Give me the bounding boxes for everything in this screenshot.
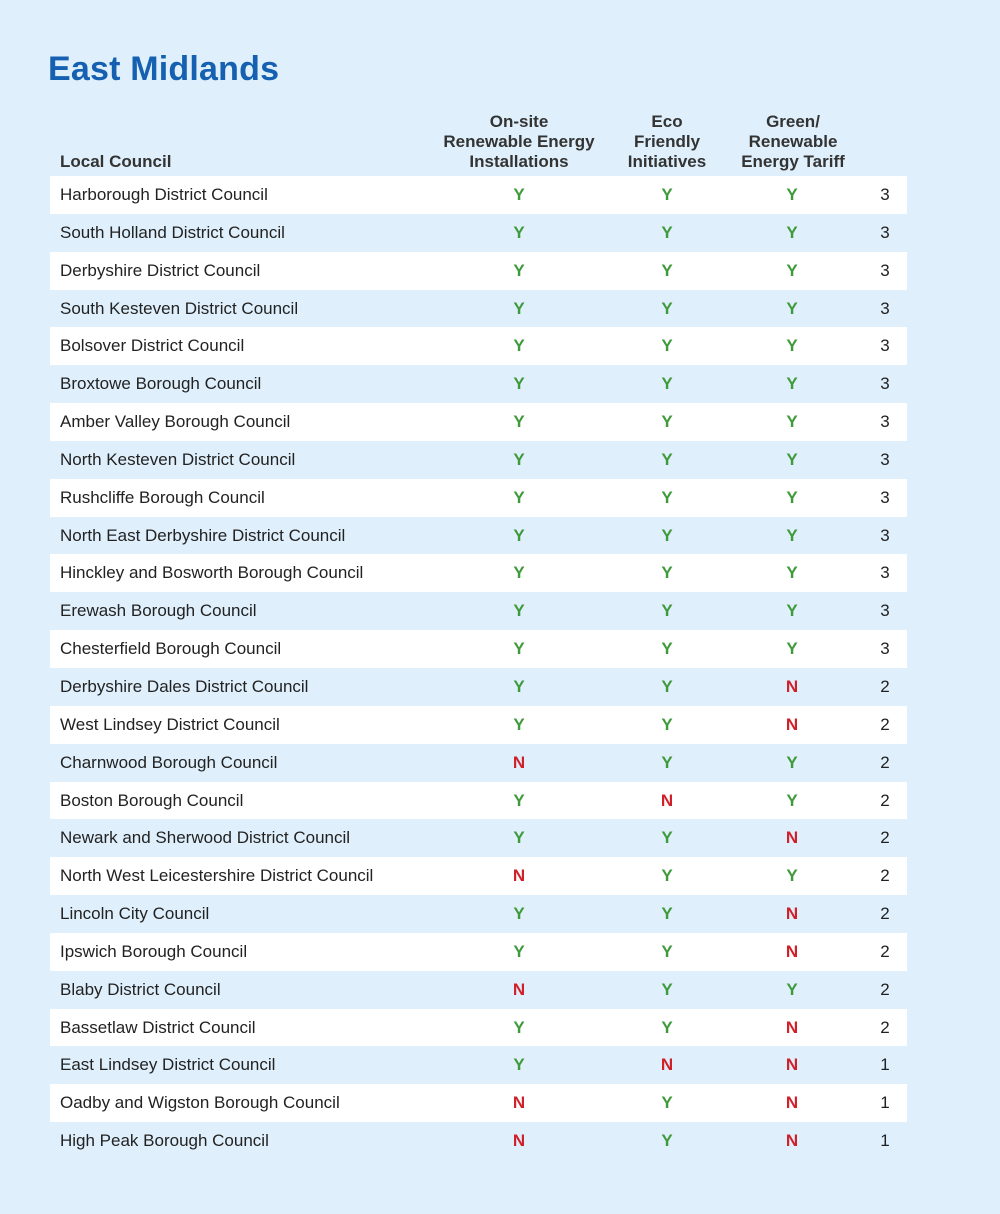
eco-friendly-value: Y [661, 979, 673, 999]
green-tariff-value: Y [786, 866, 798, 886]
table-header [50, 106, 907, 176]
onsite-renewable-value: Y [513, 639, 525, 659]
score-value: 1 [880, 1131, 890, 1151]
score-value: 3 [880, 525, 890, 545]
header-local-council: Local Council [60, 152, 172, 171]
table-row [50, 782, 907, 820]
score-value: 3 [880, 185, 890, 204]
green-tariff-value: N [785, 941, 799, 961]
table-row [50, 895, 907, 933]
green-tariff-value: N [785, 1055, 799, 1075]
table-row [50, 554, 907, 592]
score-value: 2 [880, 1017, 890, 1037]
eco-friendly-value: Y [661, 449, 673, 469]
table-row [50, 1046, 907, 1084]
onsite-renewable-value: Y [513, 904, 525, 924]
green-tariff-value: Y [786, 374, 798, 394]
onsite-renewable-value: Y [513, 525, 525, 545]
onsite-renewable-value: Y [513, 941, 525, 961]
green-tariff-value: Y [786, 752, 798, 772]
council-name: North East Derbyshire District Council [60, 525, 346, 545]
onsite-renewable-value: Y [513, 336, 525, 356]
onsite-renewable-value: Y [513, 298, 525, 318]
table-row [50, 630, 907, 668]
table-row [50, 290, 907, 328]
score-value: 2 [880, 676, 890, 696]
green-tariff-value: N [785, 1093, 799, 1113]
onsite-renewable-value: Y [513, 412, 525, 432]
eco-friendly-value: Y [661, 639, 673, 659]
council-name: Erewash Borough Council [60, 601, 257, 621]
council-name: East Lindsey District Council [60, 1055, 276, 1075]
council-name: Rushcliffe Borough Council [60, 487, 265, 507]
onsite-renewable-value: Y [513, 374, 525, 394]
green-tariff-value: Y [786, 412, 798, 432]
council-table [50, 106, 907, 1160]
table-row [50, 857, 907, 895]
council-name: Charnwood Borough Council [60, 752, 278, 772]
green-tariff-value: N [785, 1017, 799, 1037]
table-row [50, 441, 907, 479]
score-value: 3 [880, 222, 890, 242]
council-name: Harborough District Council [60, 185, 268, 204]
score-value: 2 [880, 866, 890, 886]
onsite-renewable-value: N [512, 979, 526, 999]
council-name: South Kesteven District Council [60, 298, 299, 318]
council-name: Blaby District Council [60, 979, 221, 999]
table-row [50, 365, 907, 403]
table-row [50, 479, 907, 517]
table-row [50, 176, 907, 214]
score-value: 3 [880, 449, 890, 469]
score-value: 1 [880, 1055, 890, 1075]
onsite-renewable-value: Y [513, 714, 525, 734]
score-value: 2 [880, 714, 890, 734]
green-tariff-value: Y [786, 790, 798, 810]
eco-friendly-value: Y [661, 487, 673, 507]
green-tariff-value: N [785, 714, 799, 734]
score-value: 2 [880, 790, 890, 810]
eco-friendly-value: Y [661, 1093, 673, 1113]
onsite-renewable-value: Y [513, 260, 525, 280]
eco-friendly-value: Y [661, 752, 673, 772]
eco-friendly-value: Y [661, 374, 673, 394]
eco-friendly-value: Y [661, 185, 673, 204]
onsite-renewable-value: Y [513, 1017, 525, 1037]
table-row [50, 403, 907, 441]
table-row [50, 1009, 907, 1047]
onsite-renewable-value: Y [513, 222, 525, 242]
council-name: Boston Borough Council [60, 790, 244, 810]
eco-friendly-value: N [660, 1055, 674, 1075]
score-value: 3 [880, 601, 890, 621]
onsite-renewable-value: N [512, 1093, 526, 1113]
green-tariff-value: Y [786, 260, 798, 280]
council-name: High Peak Borough Council [60, 1131, 269, 1151]
eco-friendly-value: Y [661, 904, 673, 924]
council-name: Hinckley and Bosworth Borough Council [60, 563, 364, 583]
green-tariff-value: Y [786, 222, 798, 242]
table-row [50, 517, 907, 555]
table-row [50, 592, 907, 630]
green-tariff-value: Y [786, 336, 798, 356]
score-value: 3 [880, 336, 890, 356]
score-value: 3 [880, 260, 890, 280]
header-onsite-renewable: On-site Renewable Energy Installations [443, 112, 595, 171]
eco-friendly-value: Y [661, 222, 673, 242]
score-value: 2 [880, 941, 890, 961]
table-row [50, 819, 907, 857]
onsite-renewable-value: Y [513, 563, 525, 583]
eco-friendly-value: Y [661, 412, 673, 432]
onsite-renewable-value: N [512, 1131, 526, 1151]
header-green-tariff: Green/ Renewable Energy Tariff [741, 112, 845, 171]
eco-friendly-value: Y [661, 714, 673, 734]
green-tariff-value: Y [786, 185, 798, 204]
green-tariff-value: Y [786, 639, 798, 659]
green-tariff-value: Y [786, 601, 798, 621]
eco-friendly-value: Y [661, 828, 673, 848]
council-name: Bassetlaw District Council [60, 1017, 256, 1037]
council-name: Chesterfield Borough Council [60, 639, 282, 659]
council-name: Amber Valley Borough Council [60, 412, 291, 432]
header-eco-friendly: Eco Friendly Initiatives [627, 112, 707, 171]
onsite-renewable-value: Y [513, 185, 525, 204]
green-tariff-value: Y [786, 525, 798, 545]
eco-friendly-value: Y [661, 336, 673, 356]
eco-friendly-value: N [660, 790, 674, 810]
green-tariff-value: N [785, 1131, 799, 1151]
eco-friendly-value: Y [661, 298, 673, 318]
eco-friendly-value: Y [661, 1017, 673, 1037]
council-name: Newark and Sherwood District Council [60, 828, 351, 848]
eco-friendly-value: Y [661, 1131, 673, 1151]
council-name: Bolsover District Council [60, 336, 245, 356]
table-row [50, 668, 907, 706]
eco-friendly-value: Y [661, 866, 673, 886]
council-name: West Lindsey District Council [60, 714, 280, 734]
onsite-renewable-value: N [512, 866, 526, 886]
eco-friendly-value: Y [661, 941, 673, 961]
score-value: 1 [880, 1093, 890, 1113]
council-name: Broxtowe Borough Council [60, 374, 262, 394]
green-tariff-value: Y [786, 979, 798, 999]
council-name: Derbyshire District Council [60, 260, 261, 280]
eco-friendly-value: Y [661, 676, 673, 696]
green-tariff-value: N [785, 828, 799, 848]
council-name: Derbyshire Dales District Council [60, 676, 309, 696]
green-tariff-value: Y [786, 487, 798, 507]
green-tariff-value: N [785, 904, 799, 924]
table-row [50, 327, 907, 365]
onsite-renewable-value: Y [513, 487, 525, 507]
eco-friendly-value: Y [661, 260, 673, 280]
table-row [50, 1084, 907, 1122]
eco-friendly-value: Y [661, 563, 673, 583]
council-name: Oadby and Wigston Borough Council [60, 1093, 340, 1113]
eco-friendly-value: Y [661, 525, 673, 545]
green-tariff-value: Y [786, 563, 798, 583]
onsite-renewable-value: N [512, 752, 526, 772]
council-name: Ipswich Borough Council [60, 941, 248, 961]
table-row [50, 744, 907, 782]
score-value: 2 [880, 904, 890, 924]
table-body [50, 176, 907, 1160]
green-tariff-value: Y [786, 449, 798, 469]
table-row [50, 971, 907, 1009]
onsite-renewable-value: Y [513, 449, 525, 469]
table-row [50, 214, 907, 252]
green-tariff-value: N [785, 676, 799, 696]
score-value: 3 [880, 374, 890, 394]
table-row [50, 252, 907, 290]
onsite-renewable-value: Y [513, 828, 525, 848]
council-name: North Kesteven District Council [60, 449, 296, 469]
score-value: 3 [880, 412, 890, 432]
council-name: South Holland District Council [60, 222, 285, 242]
score-value: 3 [880, 487, 890, 507]
table-row [50, 933, 907, 971]
table-row [50, 1122, 907, 1160]
council-name: Lincoln City Council [60, 904, 210, 924]
page-title: East Midlands [48, 50, 280, 88]
score-value: 3 [880, 563, 890, 583]
onsite-renewable-value: Y [513, 1055, 525, 1075]
onsite-renewable-value: Y [513, 790, 525, 810]
onsite-renewable-value: Y [513, 676, 525, 696]
score-value: 3 [880, 639, 890, 659]
council-name: North West Leicestershire District Council [60, 866, 374, 886]
score-value: 2 [880, 828, 890, 848]
table-row [50, 706, 907, 744]
green-tariff-value: Y [786, 298, 798, 318]
eco-friendly-value: Y [661, 601, 673, 621]
score-value: 3 [880, 298, 890, 318]
score-value: 2 [880, 752, 890, 772]
score-value: 2 [880, 979, 890, 999]
onsite-renewable-value: Y [513, 601, 525, 621]
